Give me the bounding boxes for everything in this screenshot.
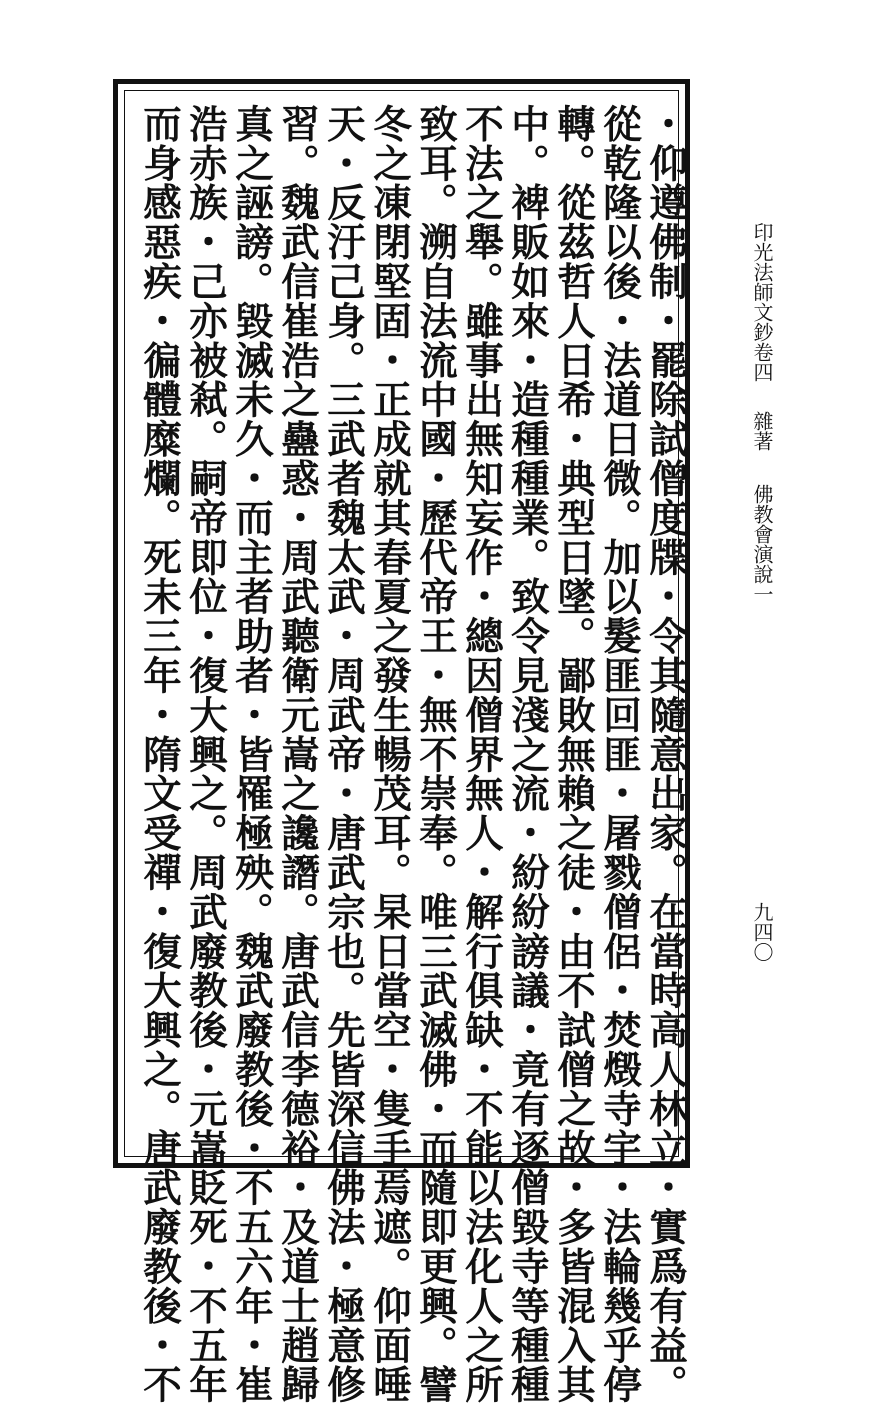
body-column-4: 中。裨販如來・造種種業。致令見淺之流・紛紛謗議・竟有逐僧毀寺等種種	[505, 104, 550, 1404]
body-column-11: 浩赤族・己亦被弒。嗣帝即位・復大興之。周武廢教後・元嵩貶死・不五年	[183, 104, 228, 1404]
page-number: 九四〇	[750, 902, 774, 962]
running-header-article: 佛教會演說一	[750, 484, 774, 604]
body-column-8: 天・反汙己身。三武者魏太武・周武帝・唐武宗也。先皆深信佛法・極意修	[321, 104, 366, 1404]
body-column-3: 轉。從茲哲人日希・典型日墜。鄙敗無賴之徒・由不試僧之故・多皆混入其	[551, 104, 596, 1404]
running-header-title: 印光法師文鈔卷四	[750, 222, 774, 382]
body-column-9: 習。魏武信崔浩之蠱惑・周武聽衛元嵩之讒譖。唐武信李德裕・及道士趙歸	[275, 104, 320, 1404]
body-column-7: 冬之凍閉堅固・正成就其春夏之發生暢茂耳。杲日當空・隻手焉遮。仰面唾	[367, 104, 412, 1404]
running-header-section: 雜著	[750, 411, 774, 451]
body-column-1: ・仰遵佛制・罷除試僧度牒・令其隨意出家。在當時高人林立・實爲有益。	[643, 104, 688, 1404]
body-column-2: 從乾隆以後・法道日微。加以髮匪回匪・屠戮僧侶・焚燬寺宇・法輪幾乎停	[597, 104, 642, 1404]
body-column-5: 不法之舉。雖事出無知妄作・總因僧界無人・解行俱缺・不能以法化人之所	[459, 104, 504, 1404]
body-column-10: 真之誣謗。毀滅未久・而主者助者・皆罹極殃。魏武廢教後・不五六年・崔	[229, 104, 274, 1404]
body-column-6: 致耳。溯自法流中國・歷代帝王・無不崇奉。唯三武滅佛・而隨即更興。譬	[413, 104, 458, 1404]
body-column-12: 而身感惡疾・徧體糜爛。死未三年・隋文受禪・復大興之。唐武廢教後・不	[137, 104, 182, 1404]
